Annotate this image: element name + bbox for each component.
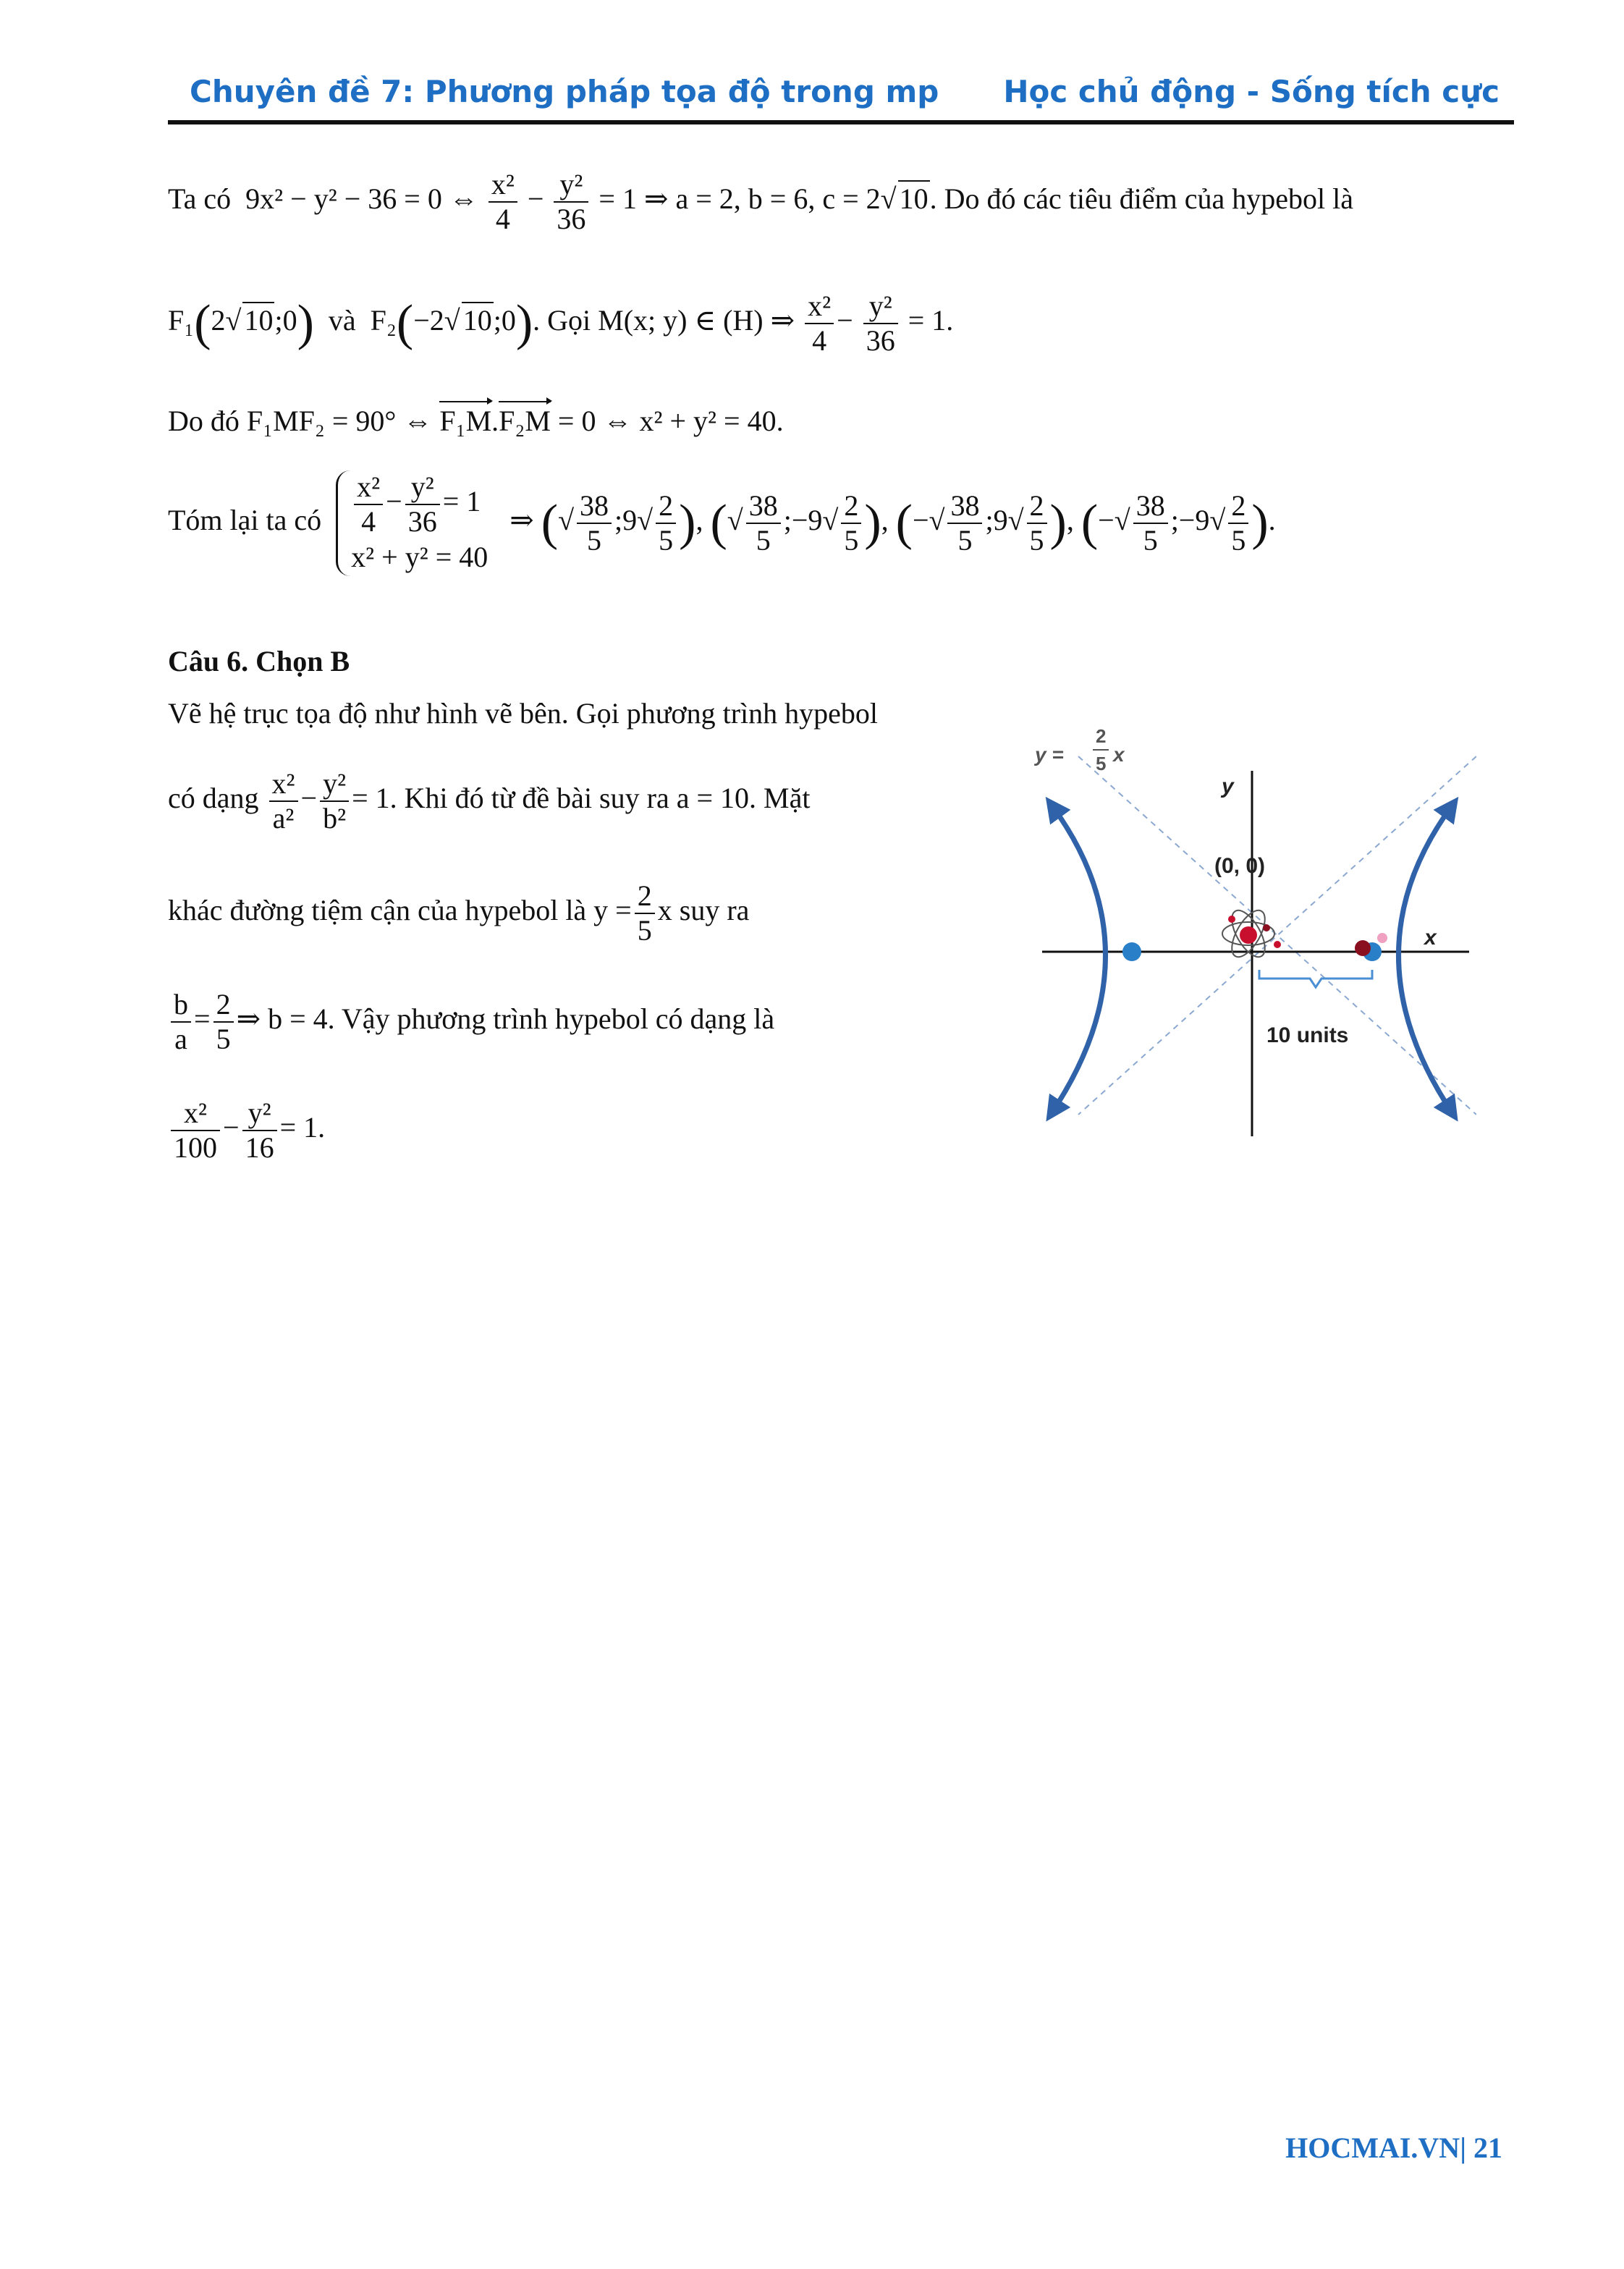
fraction: $\frac{\text{y²}}{36}$ — [863, 290, 898, 358]
equation: = 0 ⇔ x² + y² = 40. — [557, 405, 784, 437]
text: và — [328, 304, 356, 337]
operator: − — [527, 182, 544, 216]
q6-line-3: khác đường tiệm cận của hypebol là y = $\frac{2}{5}$ x suy ra — [168, 879, 750, 947]
asymptote-label-den: 5 — [1096, 753, 1107, 774]
x-axis-label: x — [1424, 926, 1437, 950]
focus-label: F₁ — [168, 304, 195, 337]
vertex-left — [1122, 942, 1141, 961]
origin-label: (0, 0) — [1214, 854, 1266, 878]
vector: F₂M — [499, 405, 551, 437]
equation-system: $\frac{\text{x²}}{4}$ − $\frac{\text{y²}}{36}$ = 1 x² + y² = 40 — [336, 470, 488, 576]
hyperbola-figure — [1028, 702, 1476, 1136]
fraction: $\frac{\text{x²}}{4}$ — [805, 290, 834, 358]
fraction: $\frac{\text{y²}}{36}$ — [554, 168, 588, 236]
hyperbola-right-branch — [1399, 807, 1452, 1111]
text: . Do đó các tiêu điểm của hypebol là — [929, 182, 1353, 216]
distance-label: 10 units — [1266, 1023, 1349, 1047]
asymptote-label-num: 2 — [1096, 725, 1107, 747]
q6-line-2: có dạng $\frac{\text{x²}}{\text{a²}}$ − $\frac{\text{y²}}{\text{b²}}$ = 1. Khi đó từ đề bài suy ra a = 10. Mặt — [168, 767, 811, 834]
header-divider — [168, 120, 1514, 124]
focus-point-icon — [1355, 940, 1371, 956]
y-axis-label: y — [1222, 774, 1234, 798]
focus-point-icon — [1377, 933, 1387, 943]
asymptote-label-x: x — [1113, 743, 1125, 766]
equation: = 1. — [908, 304, 954, 337]
solution-line-3: Do đó F₁MF₂ = 90° ⇔ F₁M.F₂M = 0 ⇔ x² + y² = 40. — [168, 405, 784, 437]
fraction: $\frac{\text{x²}}{4}$ — [489, 168, 517, 236]
distance-bracket — [1259, 970, 1372, 987]
hyperbola-left-branch — [1053, 807, 1106, 1111]
solution-line-1: Ta có 9x² − y² − 36 = 0 ⇔ $\frac{\text{x²}}{4}$ − $\frac{\text{y²}}{36}$ = 1 ⇒ a = 2, b = 6, c = 2√ 10. Do đó các tiêu điểm của hypebol là — [168, 168, 1353, 235]
text: Ta có — [168, 182, 232, 216]
header-topic: Chuyên đề 7: Phương pháp tọa độ trong mp — [190, 74, 939, 109]
solution-line-4: Tóm lại ta có $\frac{\text{x²}}{4}$ − $\frac{\text{y²}}{36}$ = 1 x² + y² = 40 ⇒ (√ $\frac{38}{5}$ ;9√ $\frac{2}{5}$ ), (√ $\frac{38}{5}$ ;−9√ $\frac{2}{5}$ ), (−√ $\frac{38}{5}$ ;9√ $\frac{2}{5}$ ), (−√ $\frac{38}{5}$ ;−9√ $\frac{2}{5}$ ). — [168, 470, 1276, 576]
solution-line-2: F₁(2√ 10;0) và F₂(−2√ 10;0). Gọi M(x; y) ∈ (H) ⇒ $\frac{\text{x²}}{4}$ − $\frac{\text{y²}}{36}$ = 1. — [168, 290, 954, 357]
header-slogan: Học chủ động - Sống tích cực — [1003, 74, 1500, 109]
asymptote-label: y = — [1035, 743, 1064, 766]
question-title: Câu 6. Chọn B — [168, 645, 350, 677]
vector: F₁M — [439, 405, 492, 437]
equation: = 1 ⇒ a = 2, b = 6, c = 2 — [599, 182, 881, 216]
q6-line-4: $\frac{b}{a}$ = $\frac{2}{5}$ ⇒ b = 4. Vậy phương trình hypebol có dạng là — [168, 988, 975, 1056]
focus-label: F₂ — [370, 304, 397, 337]
page-header — [168, 69, 1514, 120]
q6-final-equation: $\frac{\text{x²}}{100}$ − $\frac{\text{y²}}{16}$ = 1. — [168, 1097, 325, 1165]
text: Tóm lại ta có — [168, 504, 322, 537]
text: . Gọi M(x; y) ∈ (H) ⇒ — [533, 304, 795, 337]
q6-line-1: Vẽ hệ trục tọa độ như hình vẽ bên. Gọi phương trình hypebol — [168, 697, 878, 730]
equation: 9x² − y² − 36 = 0 ⇔ — [245, 182, 478, 216]
text: Do đó F₁MF₂ = 90° ⇔ — [168, 405, 433, 437]
sqrt: 10 — [898, 180, 930, 216]
page-footer: HOCMAI.VN| 21 — [1285, 2131, 1502, 2164]
